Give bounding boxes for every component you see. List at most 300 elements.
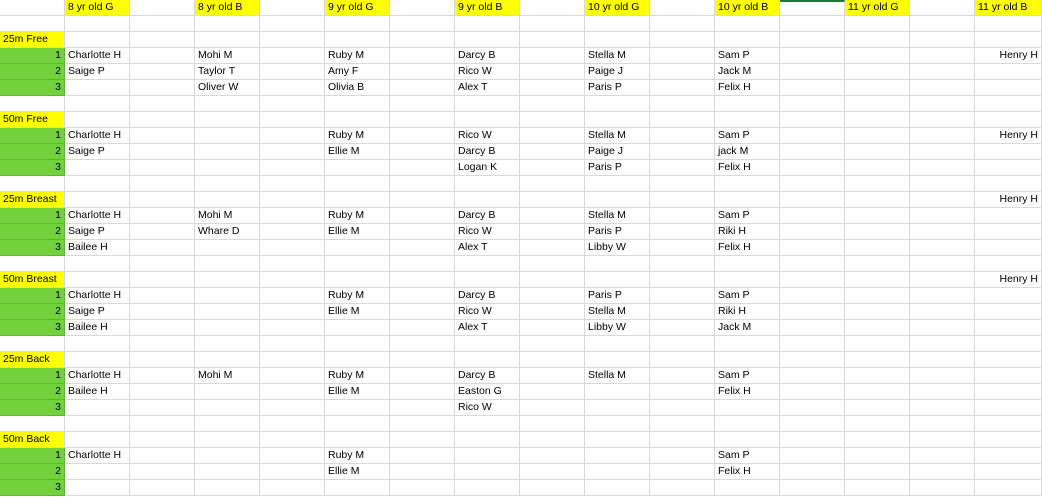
empty-cell[interactable]	[975, 32, 1042, 48]
place-number-cell[interactable]: 3	[0, 400, 65, 416]
empty-cell[interactable]	[390, 208, 455, 224]
swimmer-name-cell[interactable]: Charlotte H	[65, 288, 130, 304]
empty-cell[interactable]	[975, 80, 1042, 96]
empty-cell[interactable]	[650, 240, 715, 256]
empty-cell[interactable]	[910, 160, 975, 176]
empty-cell[interactable]	[520, 400, 585, 416]
empty-cell[interactable]	[260, 160, 325, 176]
empty-cell[interactable]	[975, 16, 1042, 32]
swimmer-name-cell[interactable]: Paris P	[585, 160, 650, 176]
empty-cell[interactable]	[650, 64, 715, 80]
place-number-cell[interactable]: 3	[0, 160, 65, 176]
swimmer-name-cell[interactable]: Logan K	[455, 160, 520, 176]
empty-cell[interactable]	[130, 336, 195, 352]
empty-cell[interactable]	[325, 96, 390, 112]
swimmer-name-cell[interactable]: Darcy B	[455, 48, 520, 64]
swimmer-name-cell[interactable]: Charlotte H	[65, 48, 130, 64]
empty-cell[interactable]	[845, 416, 910, 432]
empty-cell[interactable]	[845, 288, 910, 304]
empty-cell[interactable]	[390, 352, 455, 368]
empty-cell[interactable]	[585, 400, 650, 416]
empty-cell[interactable]	[390, 320, 455, 336]
empty-cell[interactable]	[130, 240, 195, 256]
empty-cell[interactable]	[390, 448, 455, 464]
column-header-cell[interactable]: 9 yr old G	[325, 0, 390, 16]
swimmer-name-cell[interactable]: Bailee H	[65, 384, 130, 400]
empty-cell[interactable]	[130, 320, 195, 336]
empty-cell[interactable]	[910, 304, 975, 320]
empty-cell[interactable]	[910, 416, 975, 432]
empty-cell[interactable]	[650, 128, 715, 144]
swimmer-name-cell[interactable]: Ruby M	[325, 48, 390, 64]
empty-cell[interactable]	[650, 160, 715, 176]
empty-cell[interactable]	[910, 288, 975, 304]
empty-cell[interactable]	[715, 96, 780, 112]
empty-cell[interactable]	[130, 16, 195, 32]
column-header-cell[interactable]: 11 yr old B	[975, 0, 1042, 16]
empty-cell[interactable]	[520, 176, 585, 192]
empty-cell[interactable]	[520, 272, 585, 288]
empty-cell[interactable]	[195, 272, 260, 288]
empty-cell[interactable]	[520, 256, 585, 272]
swimmer-name-cell[interactable]: Saige P	[65, 304, 130, 320]
empty-cell[interactable]	[910, 256, 975, 272]
place-number-cell[interactable]: 1	[0, 288, 65, 304]
empty-cell[interactable]	[845, 208, 910, 224]
empty-cell[interactable]	[390, 192, 455, 208]
empty-cell[interactable]	[130, 464, 195, 480]
empty-cell[interactable]	[130, 480, 195, 496]
empty-cell[interactable]	[910, 432, 975, 448]
empty-cell[interactable]	[260, 176, 325, 192]
empty-cell[interactable]	[650, 384, 715, 400]
empty-cell[interactable]	[910, 320, 975, 336]
empty-cell[interactable]	[780, 304, 845, 320]
swimmer-name-cell[interactable]: Paris P	[585, 224, 650, 240]
empty-cell[interactable]	[195, 32, 260, 48]
swimmer-name-cell[interactable]: Charlotte H	[65, 208, 130, 224]
event-label-cell[interactable]: 25m Breast	[0, 192, 65, 208]
empty-cell[interactable]	[975, 224, 1042, 240]
empty-cell[interactable]	[130, 32, 195, 48]
column-header-cell[interactable]: 8 yr old B	[195, 0, 260, 16]
empty-cell[interactable]	[195, 96, 260, 112]
swimmer-name-cell[interactable]: Sam P	[715, 208, 780, 224]
empty-cell[interactable]	[650, 16, 715, 32]
empty-cell[interactable]	[0, 176, 65, 192]
swimmer-name-cell[interactable]: Ellie M	[325, 144, 390, 160]
empty-cell[interactable]	[390, 0, 455, 16]
empty-cell[interactable]	[975, 256, 1042, 272]
empty-cell[interactable]	[260, 304, 325, 320]
swimmer-name-cell[interactable]: Jack M	[715, 320, 780, 336]
empty-cell[interactable]	[650, 304, 715, 320]
empty-cell[interactable]	[130, 432, 195, 448]
empty-cell[interactable]	[520, 464, 585, 480]
empty-cell[interactable]	[0, 96, 65, 112]
empty-cell[interactable]	[195, 464, 260, 480]
empty-cell[interactable]	[780, 352, 845, 368]
empty-cell[interactable]	[130, 112, 195, 128]
empty-cell[interactable]	[780, 320, 845, 336]
swimmer-name-cell[interactable]: Saige P	[65, 64, 130, 80]
empty-cell[interactable]	[975, 480, 1042, 496]
empty-cell[interactable]	[325, 192, 390, 208]
empty-cell[interactable]	[130, 224, 195, 240]
empty-cell[interactable]	[455, 272, 520, 288]
empty-cell[interactable]	[260, 416, 325, 432]
swimmer-name-cell[interactable]: Paige J	[585, 64, 650, 80]
empty-cell[interactable]	[195, 480, 260, 496]
empty-cell[interactable]	[260, 144, 325, 160]
empty-cell[interactable]	[845, 480, 910, 496]
swimmer-name-cell[interactable]: Felix H	[715, 240, 780, 256]
empty-cell[interactable]	[585, 176, 650, 192]
empty-cell[interactable]	[130, 304, 195, 320]
place-number-cell[interactable]: 2	[0, 464, 65, 480]
empty-cell[interactable]	[780, 272, 845, 288]
empty-cell[interactable]	[520, 112, 585, 128]
empty-cell[interactable]	[0, 16, 65, 32]
empty-cell[interactable]	[910, 128, 975, 144]
empty-cell[interactable]	[520, 384, 585, 400]
empty-cell[interactable]	[130, 272, 195, 288]
empty-cell[interactable]	[845, 64, 910, 80]
empty-cell[interactable]	[715, 400, 780, 416]
empty-cell[interactable]	[260, 96, 325, 112]
place-number-cell[interactable]: 3	[0, 240, 65, 256]
empty-cell[interactable]	[910, 400, 975, 416]
empty-cell[interactable]	[390, 384, 455, 400]
empty-cell[interactable]	[585, 464, 650, 480]
empty-cell[interactable]	[975, 432, 1042, 448]
empty-cell[interactable]	[845, 240, 910, 256]
empty-cell[interactable]	[715, 16, 780, 32]
empty-cell[interactable]	[585, 416, 650, 432]
empty-cell[interactable]	[650, 480, 715, 496]
swimmer-name-cell[interactable]: Darcy B	[455, 368, 520, 384]
empty-cell[interactable]	[975, 416, 1042, 432]
empty-cell[interactable]	[455, 336, 520, 352]
swimmer-name-cell[interactable]: Oliver W	[195, 80, 260, 96]
empty-cell[interactable]	[390, 16, 455, 32]
empty-cell[interactable]	[650, 48, 715, 64]
empty-cell[interactable]	[845, 464, 910, 480]
empty-cell[interactable]	[845, 400, 910, 416]
empty-cell[interactable]	[130, 384, 195, 400]
place-number-cell[interactable]: 2	[0, 224, 65, 240]
empty-cell[interactable]	[325, 432, 390, 448]
empty-cell[interactable]	[130, 256, 195, 272]
empty-cell[interactable]	[975, 240, 1042, 256]
empty-cell[interactable]	[650, 144, 715, 160]
empty-cell[interactable]	[455, 256, 520, 272]
empty-cell[interactable]	[260, 272, 325, 288]
place-number-cell[interactable]: 1	[0, 208, 65, 224]
empty-cell[interactable]	[910, 112, 975, 128]
swimmer-name-cell[interactable]: Charlotte H	[65, 448, 130, 464]
empty-cell[interactable]	[975, 112, 1042, 128]
swimmer-name-cell[interactable]: jack M	[715, 144, 780, 160]
empty-cell[interactable]	[130, 80, 195, 96]
swimmer-name-cell[interactable]: Sam P	[715, 448, 780, 464]
empty-cell[interactable]	[975, 96, 1042, 112]
empty-cell[interactable]	[520, 0, 585, 16]
empty-cell[interactable]	[130, 48, 195, 64]
empty-cell[interactable]	[585, 384, 650, 400]
empty-cell[interactable]	[130, 448, 195, 464]
empty-cell[interactable]	[65, 416, 130, 432]
empty-cell[interactable]	[650, 112, 715, 128]
swimmer-name-cell[interactable]: Sam P	[715, 288, 780, 304]
swimmer-name-cell[interactable]: Paige J	[585, 144, 650, 160]
swimmer-name-cell[interactable]: Whare D	[195, 224, 260, 240]
empty-cell[interactable]	[780, 48, 845, 64]
empty-cell[interactable]	[455, 352, 520, 368]
empty-cell[interactable]	[260, 464, 325, 480]
empty-cell[interactable]	[455, 112, 520, 128]
empty-cell[interactable]	[195, 304, 260, 320]
empty-cell[interactable]	[650, 0, 715, 16]
empty-cell[interactable]	[390, 368, 455, 384]
empty-cell[interactable]	[715, 432, 780, 448]
swimmer-name-cell[interactable]: Felix H	[715, 160, 780, 176]
empty-cell[interactable]	[845, 368, 910, 384]
empty-cell[interactable]	[455, 480, 520, 496]
swimmer-name-cell[interactable]: Henry H	[975, 128, 1042, 144]
empty-cell[interactable]	[650, 368, 715, 384]
empty-cell[interactable]	[780, 240, 845, 256]
empty-cell[interactable]	[260, 0, 325, 16]
swimmer-name-cell[interactable]: Ruby M	[325, 368, 390, 384]
empty-cell[interactable]	[390, 128, 455, 144]
swimmer-name-cell[interactable]: Ellie M	[325, 224, 390, 240]
empty-cell[interactable]	[520, 288, 585, 304]
swimmer-name-cell[interactable]: Henry H	[975, 192, 1042, 208]
empty-cell[interactable]	[910, 32, 975, 48]
empty-cell[interactable]	[845, 80, 910, 96]
empty-cell[interactable]	[845, 304, 910, 320]
empty-cell[interactable]	[390, 336, 455, 352]
empty-cell[interactable]	[715, 32, 780, 48]
swimmer-name-cell[interactable]: Rico W	[455, 64, 520, 80]
empty-cell[interactable]	[975, 368, 1042, 384]
empty-cell[interactable]	[65, 96, 130, 112]
empty-cell[interactable]	[780, 400, 845, 416]
empty-cell[interactable]	[780, 144, 845, 160]
empty-cell[interactable]	[585, 432, 650, 448]
swimmer-name-cell[interactable]: Sam P	[715, 128, 780, 144]
empty-cell[interactable]	[325, 352, 390, 368]
empty-cell[interactable]	[845, 448, 910, 464]
empty-cell[interactable]	[715, 272, 780, 288]
event-label-cell[interactable]: 50m Back	[0, 432, 65, 448]
swimmer-name-cell[interactable]: Rico W	[455, 304, 520, 320]
empty-cell[interactable]	[975, 384, 1042, 400]
empty-cell[interactable]	[715, 352, 780, 368]
swimmer-name-cell[interactable]: Charlotte H	[65, 128, 130, 144]
empty-cell[interactable]	[910, 48, 975, 64]
empty-cell[interactable]	[195, 112, 260, 128]
empty-cell[interactable]	[650, 432, 715, 448]
empty-cell[interactable]	[260, 112, 325, 128]
swimmer-name-cell[interactable]: Alex T	[455, 240, 520, 256]
empty-cell[interactable]	[650, 32, 715, 48]
empty-cell[interactable]	[455, 16, 520, 32]
event-label-cell[interactable]: 25m Back	[0, 352, 65, 368]
empty-cell[interactable]	[715, 176, 780, 192]
place-number-cell[interactable]: 1	[0, 448, 65, 464]
empty-cell[interactable]	[585, 448, 650, 464]
empty-cell[interactable]	[130, 176, 195, 192]
place-number-cell[interactable]: 2	[0, 64, 65, 80]
empty-cell[interactable]	[585, 192, 650, 208]
empty-cell[interactable]	[780, 176, 845, 192]
empty-cell[interactable]	[520, 64, 585, 80]
swimmer-name-cell[interactable]: Ruby M	[325, 448, 390, 464]
column-header-cell[interactable]: 10 yr old B	[715, 0, 780, 16]
empty-cell[interactable]	[260, 256, 325, 272]
empty-cell[interactable]	[650, 416, 715, 432]
empty-cell[interactable]	[65, 336, 130, 352]
empty-cell[interactable]	[390, 112, 455, 128]
empty-cell[interactable]	[520, 208, 585, 224]
swimmer-name-cell[interactable]: Mohi M	[195, 48, 260, 64]
empty-cell[interactable]	[65, 176, 130, 192]
empty-cell[interactable]	[455, 32, 520, 48]
column-header-cell[interactable]: 8 yr old G	[65, 0, 130, 16]
swimmer-name-cell[interactable]: Saige P	[65, 144, 130, 160]
empty-cell[interactable]	[975, 448, 1042, 464]
empty-cell[interactable]	[195, 400, 260, 416]
empty-cell[interactable]	[650, 400, 715, 416]
empty-cell[interactable]	[650, 320, 715, 336]
place-number-cell[interactable]: 1	[0, 48, 65, 64]
empty-cell[interactable]	[780, 96, 845, 112]
empty-cell[interactable]	[520, 224, 585, 240]
empty-cell[interactable]	[780, 192, 845, 208]
empty-cell[interactable]	[65, 112, 130, 128]
empty-cell[interactable]	[195, 192, 260, 208]
empty-cell[interactable]	[650, 192, 715, 208]
empty-cell[interactable]	[715, 112, 780, 128]
empty-cell[interactable]	[390, 64, 455, 80]
empty-cell[interactable]	[195, 256, 260, 272]
empty-cell[interactable]	[390, 160, 455, 176]
empty-cell[interactable]	[325, 160, 390, 176]
empty-cell[interactable]	[585, 32, 650, 48]
empty-cell[interactable]	[780, 16, 845, 32]
column-header-cell[interactable]: 10 yr old G	[585, 0, 650, 16]
swimmer-name-cell[interactable]: Stella M	[585, 304, 650, 320]
empty-cell[interactable]	[910, 0, 975, 16]
empty-cell[interactable]	[910, 224, 975, 240]
empty-cell[interactable]	[845, 48, 910, 64]
empty-cell[interactable]	[910, 368, 975, 384]
empty-cell[interactable]	[845, 384, 910, 400]
empty-cell[interactable]	[195, 160, 260, 176]
swimmer-name-cell[interactable]: Alex T	[455, 320, 520, 336]
empty-cell[interactable]	[195, 320, 260, 336]
empty-cell[interactable]	[325, 336, 390, 352]
empty-cell[interactable]	[455, 432, 520, 448]
swimmer-name-cell[interactable]: Paris P	[585, 80, 650, 96]
empty-cell[interactable]	[0, 336, 65, 352]
swimmer-name-cell[interactable]: Ellie M	[325, 384, 390, 400]
empty-cell[interactable]	[130, 368, 195, 384]
column-header-cell[interactable]: 11 yr old G	[845, 0, 910, 16]
empty-cell[interactable]	[910, 176, 975, 192]
place-number-cell[interactable]: 3	[0, 320, 65, 336]
empty-cell[interactable]	[390, 272, 455, 288]
empty-cell[interactable]	[975, 64, 1042, 80]
empty-cell[interactable]	[975, 176, 1042, 192]
empty-cell[interactable]	[260, 288, 325, 304]
swimmer-name-cell[interactable]: Rico W	[455, 128, 520, 144]
empty-cell[interactable]	[975, 288, 1042, 304]
empty-cell[interactable]	[910, 448, 975, 464]
empty-cell[interactable]	[195, 128, 260, 144]
empty-cell[interactable]	[65, 192, 130, 208]
empty-cell[interactable]	[910, 208, 975, 224]
empty-cell[interactable]	[195, 144, 260, 160]
empty-cell[interactable]	[130, 160, 195, 176]
empty-cell[interactable]	[715, 336, 780, 352]
place-number-cell[interactable]: 1	[0, 368, 65, 384]
swimmer-name-cell[interactable]: Easton G	[455, 384, 520, 400]
empty-cell[interactable]	[910, 464, 975, 480]
empty-cell[interactable]	[715, 256, 780, 272]
empty-cell[interactable]	[390, 48, 455, 64]
empty-cell[interactable]	[520, 432, 585, 448]
place-number-cell[interactable]: 1	[0, 128, 65, 144]
swimmer-name-cell[interactable]: Ruby M	[325, 208, 390, 224]
swimmer-name-cell[interactable]: Henry H	[975, 272, 1042, 288]
empty-cell[interactable]	[780, 448, 845, 464]
swimmer-name-cell[interactable]: Felix H	[715, 80, 780, 96]
swimmer-name-cell[interactable]: Felix H	[715, 384, 780, 400]
empty-cell[interactable]	[390, 480, 455, 496]
empty-cell[interactable]	[130, 208, 195, 224]
empty-cell[interactable]	[260, 384, 325, 400]
empty-cell[interactable]	[845, 192, 910, 208]
swimmer-name-cell[interactable]: Stella M	[585, 128, 650, 144]
empty-cell[interactable]	[325, 416, 390, 432]
empty-cell[interactable]	[780, 416, 845, 432]
swimmer-name-cell[interactable]: Ellie M	[325, 464, 390, 480]
empty-cell[interactable]	[455, 192, 520, 208]
empty-cell[interactable]	[715, 480, 780, 496]
empty-cell[interactable]	[260, 80, 325, 96]
swimmer-name-cell[interactable]: Rico W	[455, 400, 520, 416]
empty-cell[interactable]	[650, 336, 715, 352]
empty-cell[interactable]	[260, 64, 325, 80]
empty-cell[interactable]	[585, 336, 650, 352]
empty-cell[interactable]	[130, 128, 195, 144]
empty-cell[interactable]	[325, 32, 390, 48]
empty-cell[interactable]	[65, 464, 130, 480]
empty-cell[interactable]	[65, 256, 130, 272]
swimmer-name-cell[interactable]: Saige P	[65, 224, 130, 240]
empty-cell[interactable]	[0, 416, 65, 432]
empty-cell[interactable]	[520, 352, 585, 368]
swimmer-name-cell[interactable]: Henry H	[975, 48, 1042, 64]
empty-cell[interactable]	[780, 208, 845, 224]
swimmer-name-cell[interactable]: Sam P	[715, 368, 780, 384]
swimmer-name-cell[interactable]: Mohi M	[195, 208, 260, 224]
empty-cell[interactable]	[390, 288, 455, 304]
empty-cell[interactable]	[65, 32, 130, 48]
